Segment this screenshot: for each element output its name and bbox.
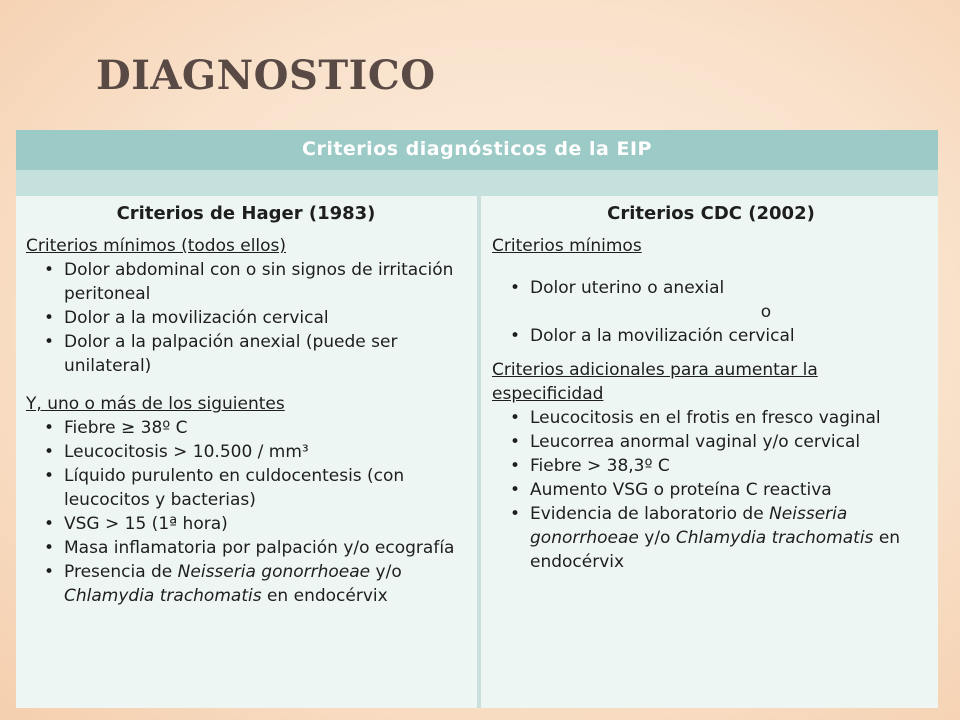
hager-title: Criterios de Hager (1983) <box>116 203 376 224</box>
header-strip <box>16 170 938 196</box>
hager-extra-heading: Y, uno o más de los siguientes <box>26 394 285 414</box>
list-item: • Dolor a la movilización cervical <box>492 324 930 348</box>
list-item: • Dolor a la movilización cervical <box>26 306 466 330</box>
cdc-min-heading: Criterios mínimos <box>492 236 642 256</box>
cdc-min-list <box>492 276 930 300</box>
list-item: • Fiebre > 38,3º C <box>492 454 930 478</box>
list-item: • Dolor abdominal con o sin signos de irritación peritoneal <box>26 258 466 306</box>
or-separator: o <box>760 302 772 322</box>
list-item: • VSG > 15 (1ª hora) <box>26 512 466 536</box>
criteria-table <box>16 130 938 708</box>
organism-name: Neisseria gonorrhoeae <box>530 504 848 548</box>
table-header: Criterios diagnósticos de la EIP <box>16 130 938 170</box>
slide-title: DIAGNOSTICO <box>96 52 436 99</box>
cdc-title: Criterios CDC (2002) <box>607 203 815 224</box>
list-item: • Dolor a la palpación anexial (puede ser unilateral) <box>26 330 466 378</box>
cdc-min-list-2 <box>492 324 930 348</box>
list-item: • Leucorrea anormal vaginal y/o cervical <box>492 430 930 454</box>
item-text: Presencia de <box>64 562 178 582</box>
column-divider <box>477 196 481 708</box>
list-item: • Masa inflamatoria por palpación y/o ecografía <box>26 536 466 560</box>
item-text: y/o <box>370 562 402 582</box>
hager-min-list <box>26 258 466 378</box>
list-item: • Aumento VSG o proteína C reactiva <box>492 478 930 502</box>
cdc-additional-heading: Criterios adicionales para aumentar la especificidad <box>492 360 818 404</box>
organism-name: Chlamydia trachomatis <box>675 528 874 548</box>
hager-column <box>26 200 466 608</box>
cdc-column <box>492 200 930 574</box>
list-item: • Dolor uterino o anexial <box>492 276 930 300</box>
hager-extra-list <box>26 416 466 608</box>
item-text: y/o <box>638 528 676 548</box>
list-item <box>492 502 930 574</box>
list-item: • Leucocitosis > 10.500 / mm³ <box>26 440 466 464</box>
list-item: • Líquido purulento en culdocentesis (con leucocitos y bacterias) <box>26 464 466 512</box>
item-text: en endocérvix <box>261 586 388 606</box>
item-text: Evidencia de laboratorio de <box>530 504 770 524</box>
list-item: • Leucocitosis en el frotis en fresco vaginal <box>492 406 930 430</box>
list-item: • Fiebre ≥ 38º C <box>26 416 466 440</box>
list-item <box>26 560 466 608</box>
organism-name: Chlamydia trachomatis <box>64 586 262 606</box>
cdc-additional-list <box>492 406 930 574</box>
organism-name: Neisseria gonorrhoeae <box>177 562 371 582</box>
item-text: en endocérvix <box>530 528 901 572</box>
hager-min-heading: Criterios mínimos (todos ellos) <box>26 236 287 256</box>
